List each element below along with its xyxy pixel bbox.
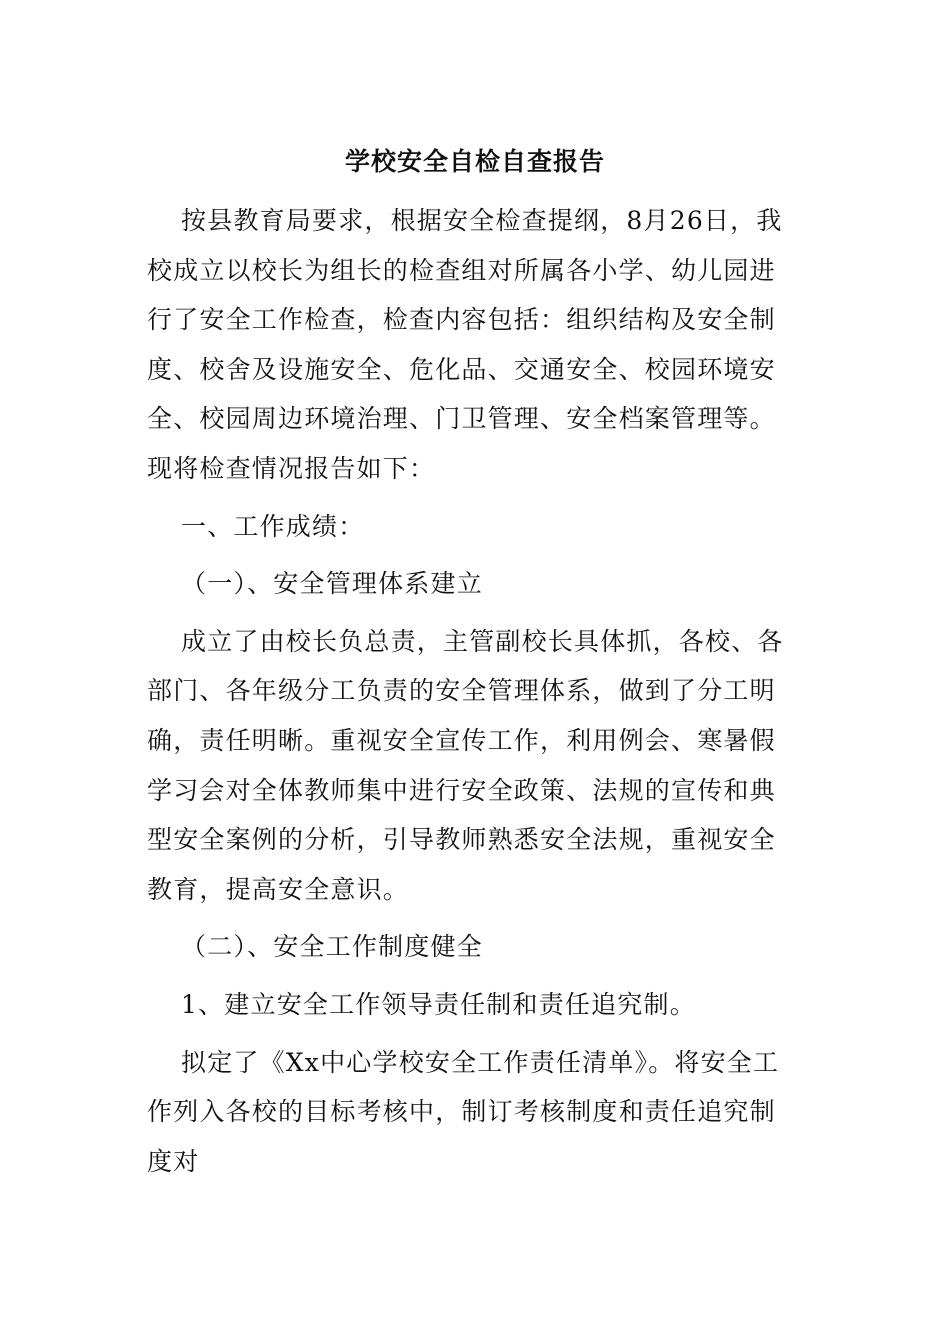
paragraph-gap [147, 972, 797, 980]
paragraph-gap [147, 1030, 797, 1038]
paragraph-gap [147, 609, 797, 617]
document-title: 学校安全自检自查报告 [344, 147, 605, 176]
paragraph-gap [147, 914, 797, 922]
subsection-heading-management-system: （一）、安全管理体系建立 [181, 569, 483, 599]
paragraph-gap [147, 551, 797, 559]
intro-paragraph: 按县教育局要求，根据安全检查提纲，8月26日，我校成立以校长为组长的检查组对所属各小学、幼儿园进行了安全工作检查，检查内容包括：组织结构及安全制度、校舍及设施安全、危化品、交通安全、校园环境安全、校园周边环境治理、门卫管理、安全档案管理等。现将检查情况报告如下： [147, 206, 783, 483]
numbered-item-responsibility: 1、建立安全工作领导责任制和责任追究制。 [181, 989, 696, 1019]
document-body [147, 196, 797, 1186]
paragraph-gap [147, 494, 797, 502]
management-system-paragraph: 成立了由校长负总责，主管副校长具体抓，各校、各部门、各年级分工负责的安全管理体系，做到了分工明确，责任明晰。重视安全宣传工作，利用例会、寒暑假学习会对全体教师集中进行安全政策、法规的宣传和典型安全案例的分析，引导教师熟悉安全法规，重视安全教育，提高安全意识。 [147, 626, 784, 904]
subsection-heading-safety-rules: （二）、安全工作制度健全 [181, 932, 483, 962]
section-heading-achievements: 一、工作成绩： [181, 511, 365, 541]
responsibility-list-paragraph: 拟定了《Xx中心学校安全工作责任清单》。将安全工作列入各校的目标考核中，制订考核制度和责任追究制度对 [147, 1047, 780, 1176]
